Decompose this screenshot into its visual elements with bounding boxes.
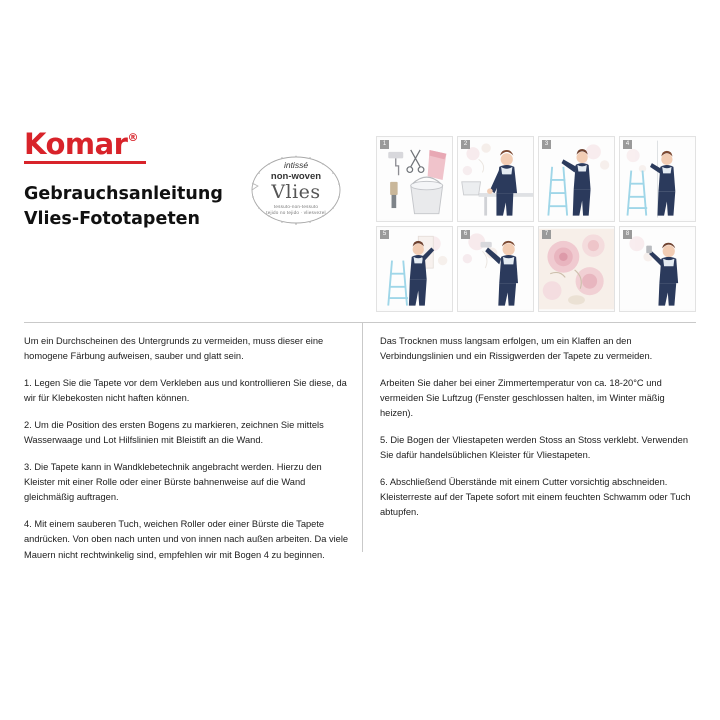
left-text-column <box>24 334 354 563</box>
finished-floral-wallpaper-detail-icon <box>539 227 614 311</box>
komar-logo <box>24 127 138 161</box>
paragraph: Das Trocknen muss langsam erfolgen, um ein Klaffen an den Verbindungslinien und ein Rissigwerden der Tapete zu vermeiden. <box>380 336 653 362</box>
paragraph: Um ein Durchscheinen des Untergrunds zu vermeiden, muss dieser eine homogene Färbung aufweisen, sauber und glatt sein. <box>24 336 324 362</box>
paragraph: 3. Die Tapete kann in Wandklebetechnik angebracht werden. Hierzu den Kleister mit einer Rolle oder einer Bürste bahnenweise auf die Wand gleichmäßig auftragen. <box>24 462 322 503</box>
step-badge-5: 5 <box>380 230 389 239</box>
step-image-4 <box>619 136 696 222</box>
page-title-line-2: Vlies-Fototapeten <box>24 208 201 229</box>
person-trimming-edges-with-cutter-icon <box>620 227 695 311</box>
step-image-2 <box>457 136 534 222</box>
paragraph: 2. Um die Position des ersten Bogens zu markieren, zeichnen Sie mittels Wasserwaage und Lot Hilfslinien mit Bleistift an die Wand. <box>24 420 324 446</box>
paragraph: 1. Legen Sie die Tapete vor dem Verkleben aus und kontrollieren Sie diese, da wir für Klebekosten nicht haften können. <box>24 378 347 404</box>
person-on-ladder-hanging-first-sheet-icon <box>377 227 452 311</box>
paragraph: 5. Die Bogen der Vliestapeten werden Stoss an Stoss verklebt. Verwenden Sie dafür handelsüblichen Kleister für Vliestapeten. <box>380 435 689 461</box>
step-badge-1: 1 <box>380 140 389 149</box>
registered-mark: ® <box>127 131 138 145</box>
person-mixing-paste-icon <box>458 137 533 221</box>
paragraph: 6. Abschließend Überstände mit einem Cutter vorsichtig abschneiden. Kleisterreste auf der Tapete sofort mit einem feuchten Schwamm oder Tuch abtupfen. <box>380 477 691 518</box>
logo-underline <box>24 161 146 164</box>
step-badge-2: 2 <box>461 140 470 149</box>
step-badge-4: 4 <box>623 140 632 149</box>
seal-line-5: tejido no tejido · vliesvezel <box>266 210 326 215</box>
step-image-7 <box>538 226 615 312</box>
person-on-ladder-with-plumb-line-icon <box>620 137 695 221</box>
komar-logo-text: Komar <box>24 127 128 161</box>
step-image-3 <box>538 136 615 222</box>
vertical-divider <box>362 322 363 552</box>
right-text-column <box>380 334 698 520</box>
page-title-line-1: Gebrauchsanleitung <box>24 184 223 204</box>
seal-line-3: Vlies <box>271 181 321 203</box>
step-image-grid <box>376 136 696 312</box>
step-image-5 <box>376 226 453 312</box>
person-smoothing-wallpaper-with-roller-icon <box>458 227 533 311</box>
paragraph: 4. Mit einem sauberen Tuch, weichen Roller oder einer Bürste die Tapete andrücken. Von oben nach unten und von innen nach außen arbeiten. Da viele Mauern nicht rechtwinkelig sind, empfehlen wir mit Bogen 4 zu beginnen. <box>24 519 349 560</box>
paragraph: Arbeiten Sie daher bei einer Zimmertemperatur von ca. 18-20°C und vermeiden Sie Luftzug (Fenster geschlossen halten, im Winter mäßig heizen). <box>380 378 665 419</box>
seal-line-4: tessuto-non-tessuto <box>273 204 319 209</box>
step-badge-8: 8 <box>623 230 632 239</box>
step-image-6 <box>457 226 534 312</box>
step-badge-6: 6 <box>461 230 470 239</box>
tools-and-paste-bucket-icon <box>377 137 452 221</box>
seal-line-1: intissé <box>283 160 309 170</box>
step-badge-3: 3 <box>542 140 551 149</box>
seal-line-2: non-woven <box>270 171 322 182</box>
step-badge-7: 7 <box>542 230 551 239</box>
step-image-8 <box>619 226 696 312</box>
horizontal-divider <box>24 322 696 323</box>
person-applying-paste-to-wall-icon <box>539 137 614 221</box>
step-image-1 <box>376 136 453 222</box>
vlies-seal <box>248 152 344 228</box>
